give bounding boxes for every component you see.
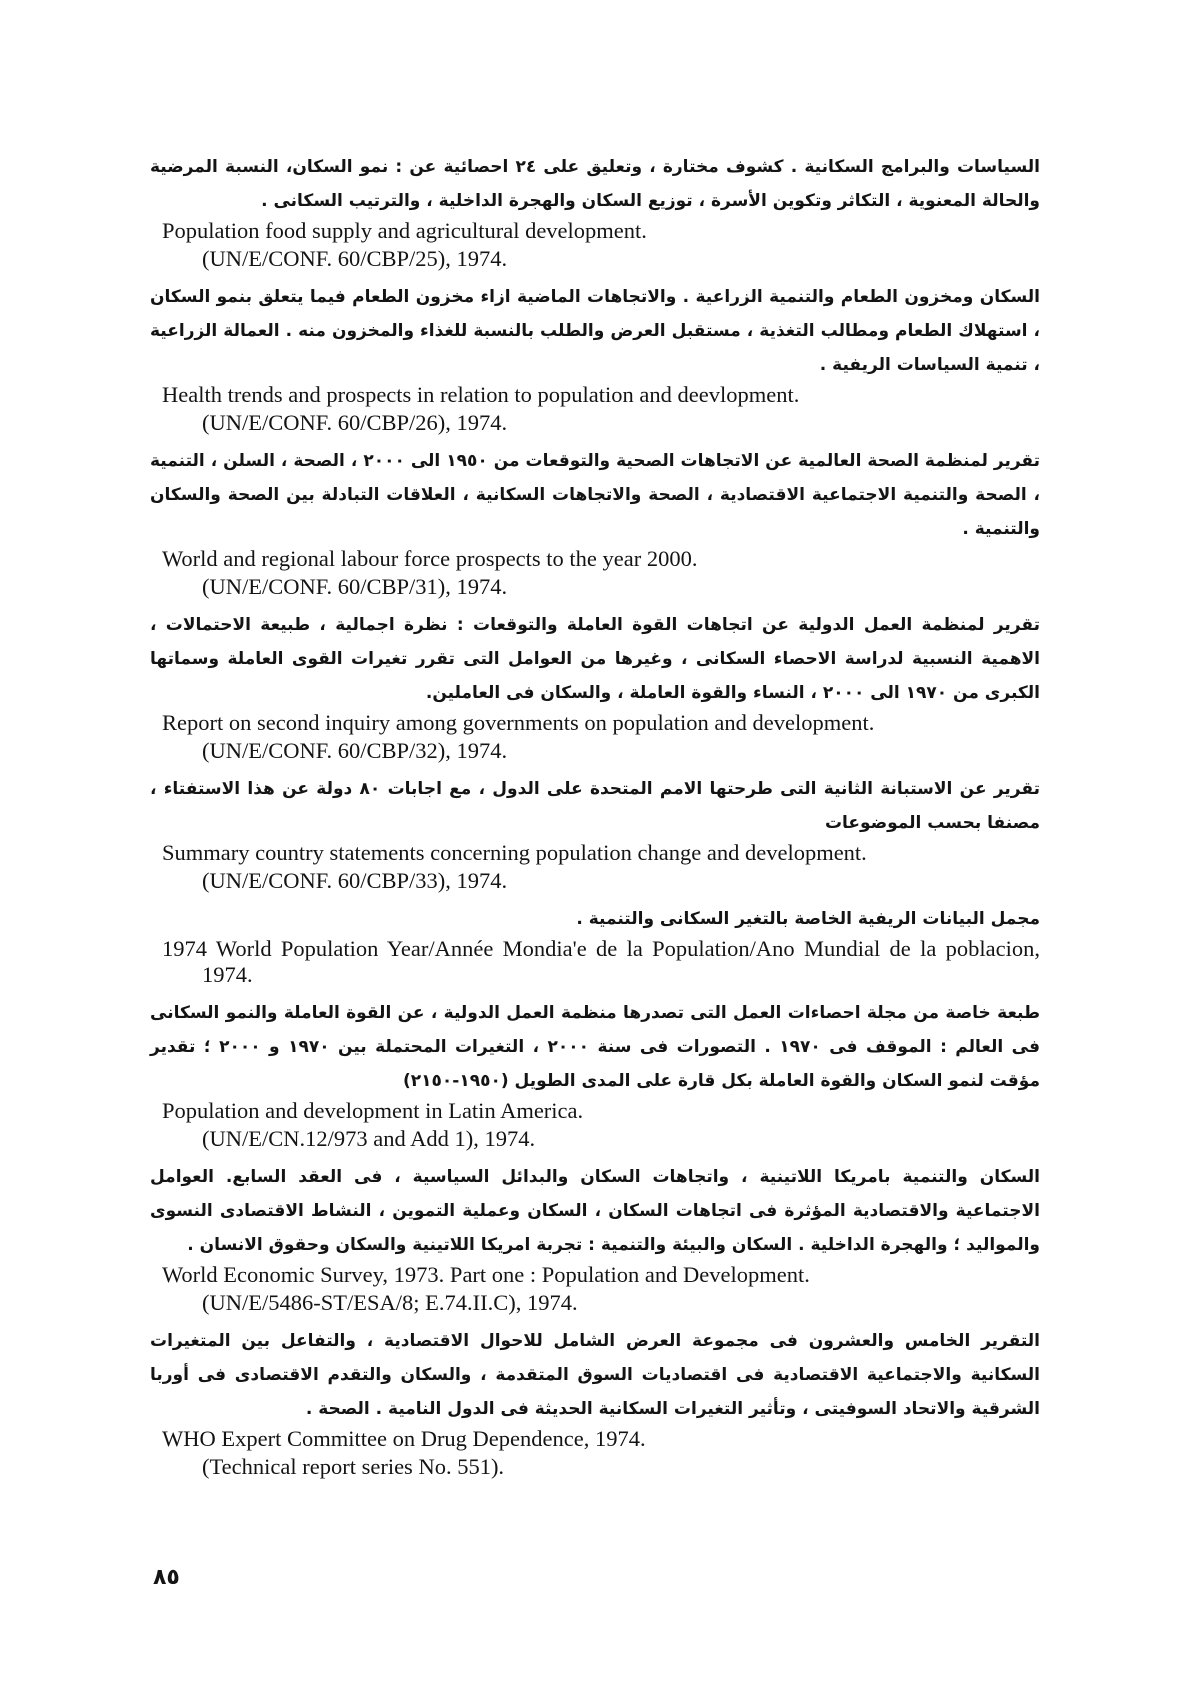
arabic-annotation: مجمل البيانات الريفية الخاصة بالتغير السكانى والتنمية . <box>576 909 1040 929</box>
page-number: ٨٥ <box>153 1565 180 1590</box>
bibliography-entry <box>150 608 1040 764</box>
arabic-annotation: السكان ومخزون الطعام والتنمية الزراعية . والاتجاهات الماضية ازاء مخزون الطعام فيما يتعلق بنمو السكان ، استهلاك الطعام ومطالب التغذية ، مستقبل العرض والطلب بالنسبة للغذاء والمخزون منه . العمالة الزراعية ، تنمية السياسات الريفية . <box>150 287 1040 375</box>
entry-title: Health trends and prospects in relation to population and deevlopment. <box>162 382 800 407</box>
entry-title: Report on second inquiry among governments on population and development. <box>162 710 875 735</box>
entry-reference: (UN/E/CONF. 60/CBP/31), 1974. <box>202 574 508 599</box>
entry-reference: (UN/E/CN.12/973 and Add 1), 1974. <box>202 1126 536 1151</box>
arabic-annotation: التقرير الخامس والعشرون فى مجموعة العرض الشامل للاحوال الاقتصادية ، والتفاعل بين المتغيرات السكانية والاجتماعية الاقتصادية فى اقتصاديات السوق المتقدمة ، والسكان والتقدم الاقتصادى فى أوربا الشرقية والاتحاد السوفيتى ، وتأثير التغيرات السكانية الحديثة فى الدول النامية . الصحة . <box>150 1331 1040 1419</box>
entry-reference: (UN/E/CONF. 60/CBP/33), 1974. <box>202 868 508 893</box>
entry-title: Population and development in Latin America. <box>162 1098 584 1123</box>
arabic-annotation: تقرير لمنظمة الصحة العالمية عن الاتجاهات الصحية والتوقعات من ١٩٥٠ الى ٢٠٠٠ ، الصحة ، السلن ، التنمية ، الصحة والتنمية الاجتماعية الاقتصادية ، الصحة والاتجاهات السكانية ، العلاقات التبادلة بين الصحة والسكان والتنمية . <box>150 451 1041 539</box>
bibliography-entry <box>150 1160 1040 1316</box>
document-page <box>150 150 1040 1630</box>
entry-reference: (UN/E/CONF. 60/CBP/32), 1974. <box>202 738 508 763</box>
bibliography-entry <box>150 280 1040 436</box>
arabic-annotation: طبعة خاصة من مجلة احصاءات العمل التى تصدرها منظمة العمل الدولية ، عن القوة العاملة والنمو السكانى فى العالم : الموقف فى ١٩٧٠ . التصورات فى سنة ٢٠٠٠ ، التغيرات المحتملة بين ١٩٧٠ و ٢٠٠٠ ؛ تقدير مؤقت لنمو السكان والقوة العاملة بكل قارة على المدى الطويل (١٩٥٠-٢١٥٠) <box>150 1003 1040 1091</box>
entry-title: 1974 World Population Year/Année Mondia'e de la Population/Ano Mundial de la poblacion, 1974. <box>162 936 1040 987</box>
entry-reference: (Technical report series No. 551). <box>202 1454 505 1479</box>
bibliography-entry <box>150 444 1040 600</box>
bibliography-entry <box>150 150 1040 272</box>
bibliography-entry <box>150 996 1040 1152</box>
bibliography-entry <box>150 1324 1040 1480</box>
entry-title: WHO Expert Committee on Drug Dependence, 1974. <box>162 1426 646 1451</box>
entry-reference: (UN/E/CONF. 60/CBP/26), 1974. <box>202 410 508 435</box>
entry-title: World and regional labour force prospects to the year 2000. <box>162 546 698 571</box>
entry-reference: (UN/E/5486-ST/ESA/8; E.74.II.C), 1974. <box>202 1290 578 1315</box>
arabic-annotation: تقرير لمنظمة العمل الدولية عن اتجاهات القوة العاملة والتوقعات : نظرة اجمالية ، طبيعة الاحتمالات ، الاهمية النسبية لدراسة الاحصاء السكانى ، وغيرها من العوامل التى تقرر تغيرات القوى العاملة وسماتها الكبرى من ١٩٧٠ الى ٢٠٠٠ ، النساء والقوة العاملة ، والسكان فى العاملين. <box>150 615 1040 703</box>
bibliography-entry <box>150 902 1040 988</box>
arabic-annotation: السكان والتنمية بامريكا اللاتينية ، واتجاهات السكان والبدائل السياسية ، فى العقد السابع. العوامل الاجتماعية والاقتصادية المؤثرة فى اتجاهات السكان ، السكان وعملية التموين ، النشاط الاقتصادى النسوى والمواليد ؛ والهجرة الداخلية . السكان والبيئة والتنمية : تجربة امريكا اللاتينية والسكان وحقوق الانسان . <box>150 1167 1040 1255</box>
entry-title: World Economic Survey, 1973. Part one : Population and Development. <box>162 1262 810 1287</box>
bibliography-entry <box>150 772 1040 894</box>
entry-title: Summary country statements concerning population change and development. <box>162 840 867 865</box>
arabic-annotation: السياسات والبرامج السكانية . كشوف مختارة ، وتعليق على ٢٤ احصائية عن : نمو السكان، النسبة المرضية والحالة المعنوية ، التكاثر وتكوين الأسرة ، توزيع السكان والهجرة الداخلية ، والترتيب السكانى . <box>150 157 1040 211</box>
entry-title: Population food supply and agricultural development. <box>162 218 647 243</box>
arabic-annotation: تقرير عن الاستبانة الثانية التى طرحتها الامم المتحدة على الدول ، مع اجابات ٨٠ دولة عن هذا الاستفتاء ، مصنفا بحسب الموضوعات <box>150 779 1040 833</box>
entry-reference: (UN/E/CONF. 60/CBP/25), 1974. <box>202 246 508 271</box>
